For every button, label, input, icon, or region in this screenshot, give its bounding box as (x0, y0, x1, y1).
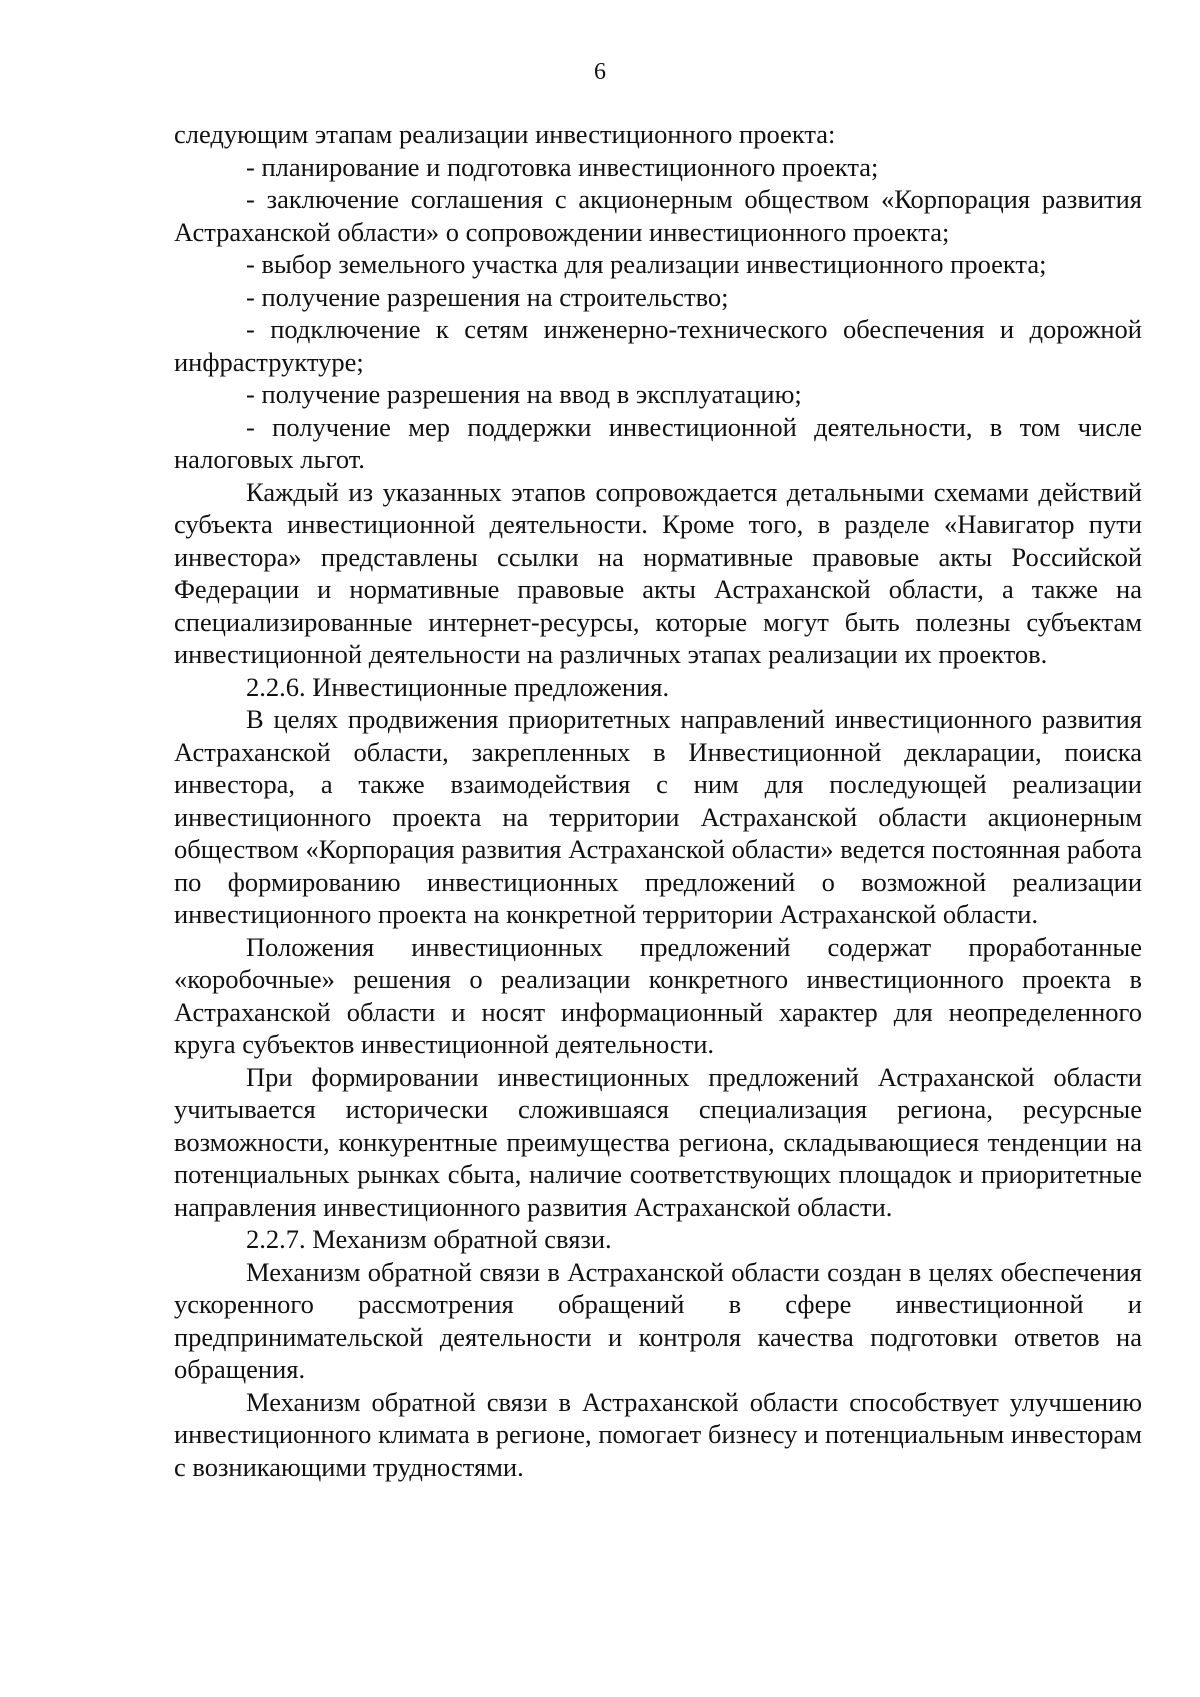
list-item: - заключение соглашения с акционерным обществом «Корпорация развития Астраханской области» о сопровождении инвестиционного проекта; (174, 184, 1142, 247)
list-item: - получение разрешения на строительство; (246, 281, 729, 312)
section-heading: 2.2.6. Инвестиционные предложения. (246, 671, 670, 702)
paragraph: Каждый из указанных этапов сопровождается детальными схемами действий субъекта инвестиционной деятельности. Кроме того, в разделе «Навигатор пути инвестора» представлены ссылки на нормативные правовые акты Российской Федерации и нормативные правовые акты Астраханской области, а также на специализированные интернет-ресурсы, которые могут быть полезны субъектам инвестиционной деятельности на различных этапах реализации их проектов. (174, 476, 1142, 669)
list-item: - подключение к сетям инженерно-технического обеспечения и дорожной инфраструктуре; (174, 314, 1142, 377)
paragraph: следующим этапам реализации инвестиционного проекта: (174, 119, 836, 149)
section-heading: 2.2.7. Механизм обратной связи. (246, 1224, 612, 1254)
page-number: 6 (594, 59, 606, 85)
document-body (174, 118, 1142, 1483)
paragraph: Положения инвестиционных предложений содержат проработанные «коробочные» решения о реализации конкретного инвестиционного проекта в Астраханской области и носят информационный характер для неопределенного круга субъектов инвестиционной деятельности. (174, 931, 1142, 1059)
paragraph: В целях продвижения приоритетных направлений инвестиционного развития Астраханской области, закрепленных в Инвестиционной декларации, поиска инвестора, а также взаимодействия с ним для последующей реализации инвестиционного проекта на территории Астраханской области акционерным обществом «Корпорация развития Астраханской области» ведется постоянная работа по формированию инвестиционных предложений о возможной реализации инвестиционного проекта на конкретной территории Астраханской области. (174, 704, 1142, 929)
paragraph: Механизм обратной связи в Астраханской области способствует улучшению инвестиционного климата в регионе, помогает бизнесу и потенциальным инвесторам с возникающими трудностями. (174, 1386, 1142, 1482)
list-item: - планирование и подготовка инвестиционного проекта; (246, 151, 879, 182)
paragraph: Механизм обратной связи в Астраханской области создан в целях обеспечения ускоренного рассмотрения обращений в сфере инвестиционной и предпринимательской деятельности и контроля качества подготовки ответов на обращения. (174, 1256, 1142, 1384)
list-item: - получение разрешения на ввод в эксплуатацию; (246, 379, 802, 409)
list-item: - получение мер поддержки инвестиционной деятельности, в том числе налоговых льгот. (174, 411, 1142, 474)
paragraph: При формировании инвестиционных предложений Астраханской области учитывается исторически сложившаяся специализация региона, ресурсные возможности, конкурентные преимущества региона, складывающиеся тенденции на потенциальных рынках сбыта, наличие соответствующих площадок и приоритетные направления инвестиционного развития Астраханской области. (174, 1061, 1142, 1222)
list-item: - выбор земельного участка для реализации инвестиционного проекта; (246, 249, 1047, 279)
